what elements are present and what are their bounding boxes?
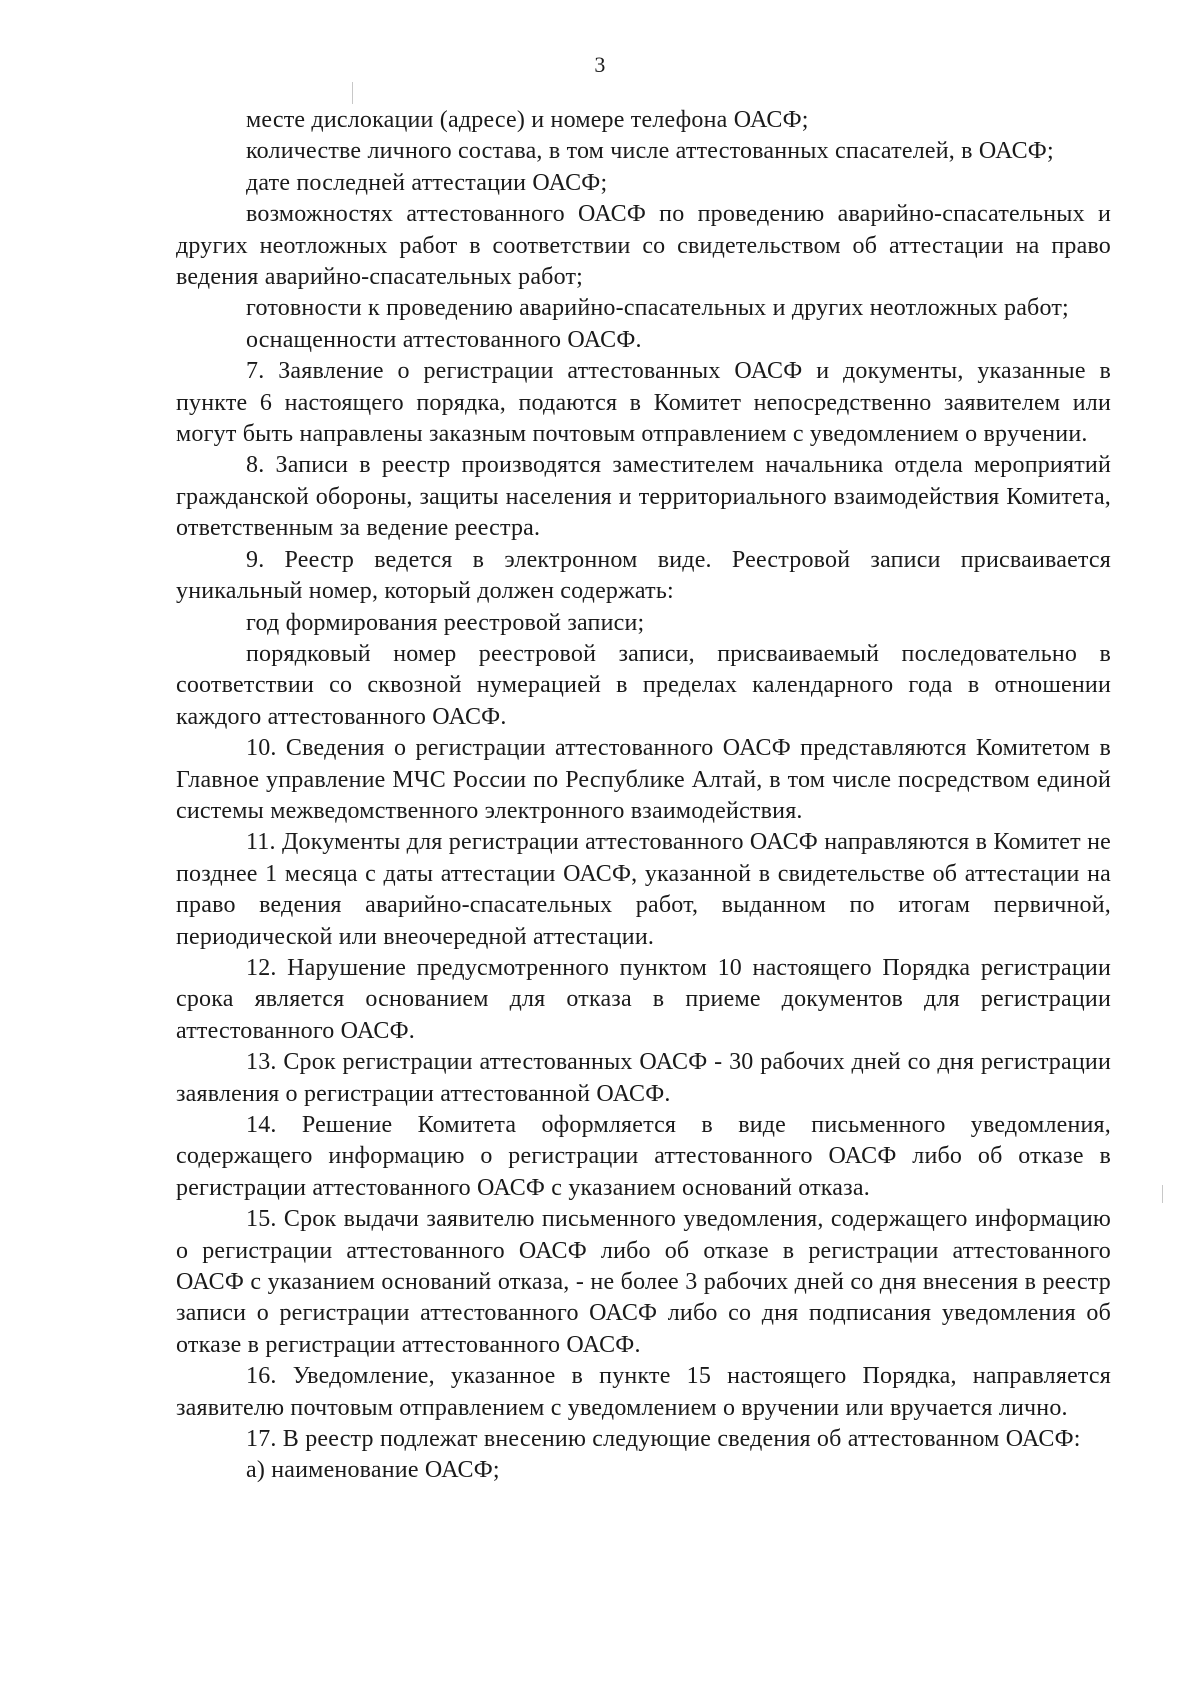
clause-9: 9. Реестр ведется в электронном виде. Реестровой записи присваивается уникальный номер, который должен содержать: [176,546,1111,605]
clause-17: 17. В реестр подлежат внесению следующие сведения об аттестованном ОАСФ: [246,1426,1081,1453]
clause-17-item-a: а) наименование ОАСФ; [246,1457,500,1484]
scan-artifact-line [352,82,353,104]
paragraph-last-attestation: дате последней аттестации ОАСФ; [246,169,608,196]
scan-artifact-line [1162,1185,1163,1203]
paragraph-readiness: готовности к проведению аварийно-спасательных и других неотложных работ; [246,295,1069,322]
document-body [176,105,1111,1487]
clause-7: 7. Заявление о регистрации аттестованных ОАСФ и документы, указанные в пункте 6 настоящего порядка, подаются в Комитет непосредственно заявителем или могут быть направлены заказным почтовым отправлением с уведомлением о вручении. [176,358,1111,448]
clause-11: 11. Документы для регистрации аттестованного ОАСФ направляются в Комитет не позднее 1 месяца с даты аттестации ОАСФ, указанной в свидетельстве об аттестации на право ведения аварийно-спасательных работ, выданном по итогам первичной, периодической или внеочередной аттестации. [176,829,1111,950]
paragraph-location: месте дислокации (адресе) и номере телефона ОАСФ; [246,107,809,133]
paragraph-equipment: оснащенности аттестованного ОАСФ. [246,326,642,353]
paragraph-capabilities: возможностях аттестованного ОАСФ по проведению аварийно-спасательных и других неотложных работ в соответствии со свидетельством об аттестации на право ведения аварийно-спасательных работ; [176,201,1111,291]
clause-10: 10. Сведения о регистрации аттестованного ОАСФ представляются Комитетом в Главное управление МЧС России по Республике Алтай, в том числе посредством единой системы межведомственного электронного взаимодействия. [176,735,1111,824]
clause-15: 15. Срок выдачи заявителю письменного уведомления, содержащего информацию о регистрации аттестованного ОАСФ либо об отказе в регистрации аттестованного ОАСФ с указанием оснований отказа, - не более 3 рабочих дней со дня внесения в реестр записи о регистрации аттестованного ОАСФ либо со дня подписания уведомления об отказе в регистрации аттестованного ОАСФ. [176,1206,1111,1358]
clause-9-item-number: порядковый номер реестровой записи, присваиваемый последовательно в соответствии со сквозной нумерацией в пределах календарного года в отношении каждого аттестованного ОАСФ. [176,640,1111,730]
clause-14: 14. Решение Комитета оформляется в виде письменного уведомления, содержащего информацию о регистрации аттестованного ОАСФ либо об отказе в регистрации аттестованного ОАСФ с указанием оснований отказа. [176,1112,1111,1201]
clause-13: 13. Срок регистрации аттестованных ОАСФ - 30 рабочих дней со дня регистрации заявления о регистрации аттестованной ОАСФ. [176,1049,1111,1107]
clause-12: 12. Нарушение предусмотренного пунктом 10 настоящего Порядка регистрации срока является основанием для отказа в приеме документов для регистрации аттестованного ОАСФ. [176,954,1111,1044]
clause-16: 16. Уведомление, указанное в пункте 15 настоящего Порядка, направляется заявителю почтовым отправлением с уведомлением о вручении или вручается лично. [176,1363,1111,1421]
clause-8: 8. Записи в реестр производятся заместителем начальника отдела мероприятий гражданской обороны, защиты населения и территориального взаимодействия Комитета, ответственным за ведение реестра. [176,452,1111,542]
clause-9-item-year: год формирования реестровой записи; [246,609,645,636]
paragraph-staff-count: количестве личного состава, в том числе аттестованных спасателей, в ОАСФ; [246,138,1054,165]
page-number: 3 [594,52,606,77]
